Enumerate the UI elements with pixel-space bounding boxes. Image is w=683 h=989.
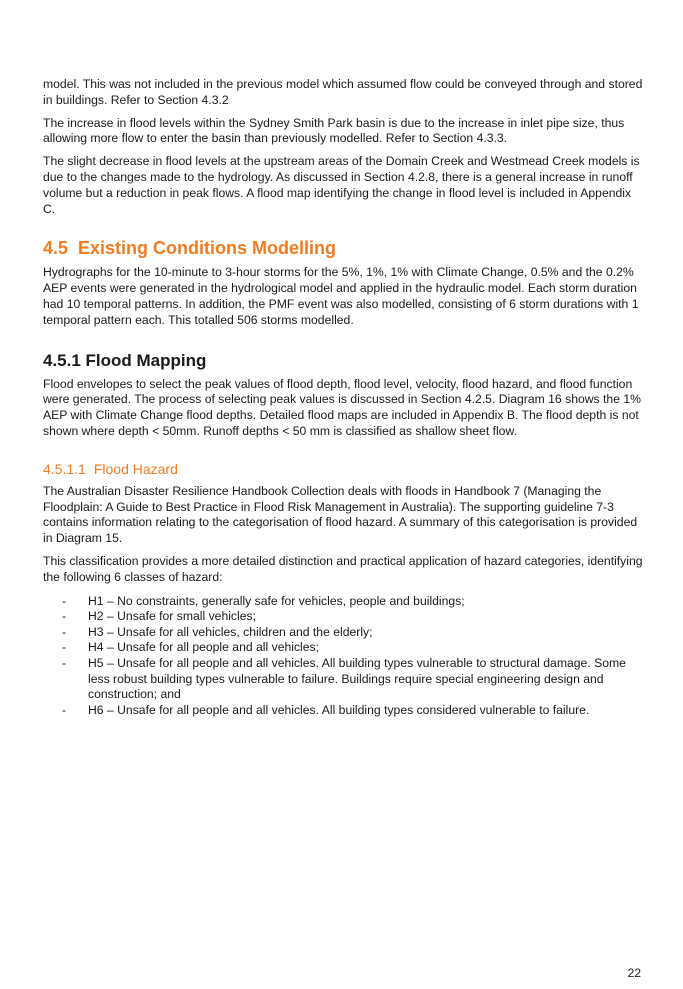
paragraph-intro-3: The slight decrease in flood levels at the upstream areas of the Domain Creek and Westmead Creek models is due to the changes made to the hydrology. As discussed in Section 4.2.8, there is a general increase in runoff volume but a reduction in peak flows. A flood map identifying the change in flood level is included in Appendix C.	[43, 154, 640, 216]
list-item	[43, 625, 643, 641]
section-title: Existing Conditions Modelling	[78, 238, 337, 259]
hazard-class-list	[43, 594, 643, 719]
section-heading-4-5-1-1	[43, 460, 643, 478]
section-heading-4-5	[43, 237, 643, 259]
list-item	[43, 703, 643, 719]
flood-hazard-paragraph-2: This classification provides a more detailed distinction and practical application of hazard categories, identifying the following 6 classes of hazard:	[43, 553, 643, 584]
subsection-number: 4.5.1.1	[43, 460, 86, 477]
section-4-5-1-body: Flood envelopes to select the peak values of flood depth, flood level, velocity, flood hazard, and flood function were generated. The process of selecting peak values is discussed in Section 4.2.5. Diagram 16 shows the 1% AEP with Climate Change flood depths. Detailed flood maps are included in Appendix B. The flood depth is not shown where depth < 50mm. Runoff depths < 50 mm is classified as shallow sheet flow.	[43, 376, 641, 438]
list-dash: -	[62, 609, 67, 624]
hazard-class-h6: H6 – Unsafe for all people and all vehicles. All building types considered vulnerable to failure.	[88, 702, 590, 717]
list-dash: -	[62, 655, 67, 670]
hazard-class-h2: H2 – Unsafe for small vehicles;	[88, 609, 256, 624]
list-dash: -	[62, 640, 67, 655]
hazard-class-h3: H3 – Unsafe for all vehicles, children and the elderly;	[88, 624, 373, 639]
flood-hazard-paragraph-1: The Australian Disaster Resilience Handbook Collection deals with floods in Handbook 7 (Managing the Floodplain: A Guide to Best Practice in Flood Risk Management in Australia). The supporting guideline 7-3 contains information relating to the categorisation of flood hazard. A summary of this categorisation is provided in Diagram 15.	[43, 483, 638, 546]
hazard-class-h1: H1 – No constraints, generally safe for vehicles, people and buildings;	[88, 593, 465, 608]
hazard-class-h4: H4 – Unsafe for all people and all vehicles;	[88, 640, 320, 655]
subsection-title: Flood Hazard	[93, 460, 178, 477]
list-item	[43, 656, 643, 703]
list-item	[43, 640, 643, 656]
list-dash: -	[62, 593, 67, 608]
section-number: 4.5	[43, 238, 69, 259]
section-heading-4-5-1: 4.5.1 Flood Mapping	[43, 350, 207, 370]
page-content	[43, 77, 643, 718]
list-item	[43, 609, 643, 625]
hazard-class-h5: H5 – Unsafe for all people and all vehicles. All building types vulnerable to structural damage. Some less robust building types vulnerable to failure. Buildings require special engineering design and construction; and	[88, 655, 626, 702]
section-4-5-body: Hydrographs for the 10-minute to 3-hour storms for the 5%, 1%, 1% with Climate Change, 0.5% and the 0.2% AEP events were generated in the hydrological model and applied in the hydraulic model. Each storm duration had 10 temporal patterns. In addition, the PMF event was also modelled, consisting of 6 storm durations with 1 temporal pattern each. This totalled 506 storms modelled.	[43, 265, 639, 327]
list-dash: -	[62, 624, 67, 639]
paragraph-intro-2: The increase in flood levels within the Sydney Smith Park basin is due to the increase in inlet pipe size, thus allowing more flow to enter the basin than previously modelled. Refer to Section 4.3.3.	[43, 115, 625, 146]
paragraph-intro-1: model. This was not included in the previous model which assumed flow could be conveyed through and stored in buildings. Refer to Section 4.3.2	[43, 77, 643, 107]
list-item	[43, 594, 643, 610]
page-number: 22	[627, 966, 641, 980]
list-dash: -	[62, 702, 67, 717]
